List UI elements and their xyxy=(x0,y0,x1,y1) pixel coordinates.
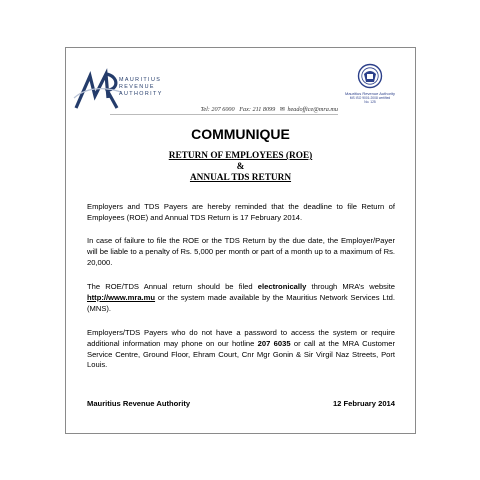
certification-seal xyxy=(334,63,406,115)
text-segment: through MRA’s website xyxy=(306,282,395,291)
subtitle-ampersand: & xyxy=(236,162,245,172)
contact-line xyxy=(110,106,338,115)
text-segment: The ROE/TDS Annual return should be filed xyxy=(87,282,258,291)
text-segment: or the system made available by the Mauritius Network Services Ltd. (MNS). xyxy=(87,292,395,313)
signature-authority: Mauritius Revenue Authority xyxy=(87,399,191,408)
paragraph-contact xyxy=(87,328,395,371)
fax-number: Fax: 211 8099 xyxy=(239,106,276,113)
communique-page xyxy=(65,47,416,434)
email-icon: ✉ xyxy=(279,107,285,113)
subtitle-roe: RETURN OF EMPLOYEES (ROE) xyxy=(168,151,313,161)
logo-text-line: REVENUE xyxy=(119,84,155,90)
signature-block xyxy=(87,399,395,408)
sirim-seal-icon xyxy=(357,63,383,89)
hotline-number: 207 6035 xyxy=(257,338,291,348)
text-segment: or call at the MRA Customer Service Centre, Ground Floor, Ehram Court, Cnr Mgr Gonin & Sir Virgil Naz Streets, Port Louis. xyxy=(87,338,395,370)
text-segment: Employers/TDS Payers who do not have a password to access the system or require additional information may phone on our hotline xyxy=(87,328,395,348)
paragraph-deadline: Employers and TDS Payers are hereby reminded that the deadline to file Return of Employees (ROE) and Annual TDS Return is 17 February 2014. xyxy=(87,202,395,222)
logo-text xyxy=(119,77,163,98)
subtitle-tds: ANNUAL TDS RETURN xyxy=(189,173,292,183)
website-link[interactable]: http://www.mra.mu xyxy=(87,292,156,302)
seal-cert: MS ISO 9001:2008 certified xyxy=(349,96,391,100)
logo-text-line: MAURITIUS xyxy=(119,77,162,83)
paragraph-penalty: In case of failure to file the ROE or the TDS Return by the due date, the Employer/Payer will be liable to a penalty of Rs. 5,000 per month or part of a month up to a maximum of Rs. 20,000. xyxy=(87,236,395,267)
phone-number: Tel: 207 6000 xyxy=(200,106,235,113)
logo-text-line: AUTHORITY xyxy=(119,91,163,97)
seal-name: Mauritius Revenue Authority xyxy=(344,91,396,96)
seal-cert-number: No. 125 xyxy=(364,100,376,104)
page-title: COMMUNIQUE xyxy=(191,126,290,142)
issue-date: 12 February 2014 xyxy=(332,399,395,408)
email-address[interactable]: headoffice@mra.mu xyxy=(287,106,338,113)
emphasis-electronically: electronically xyxy=(257,282,307,291)
paragraph-filing xyxy=(87,282,395,314)
